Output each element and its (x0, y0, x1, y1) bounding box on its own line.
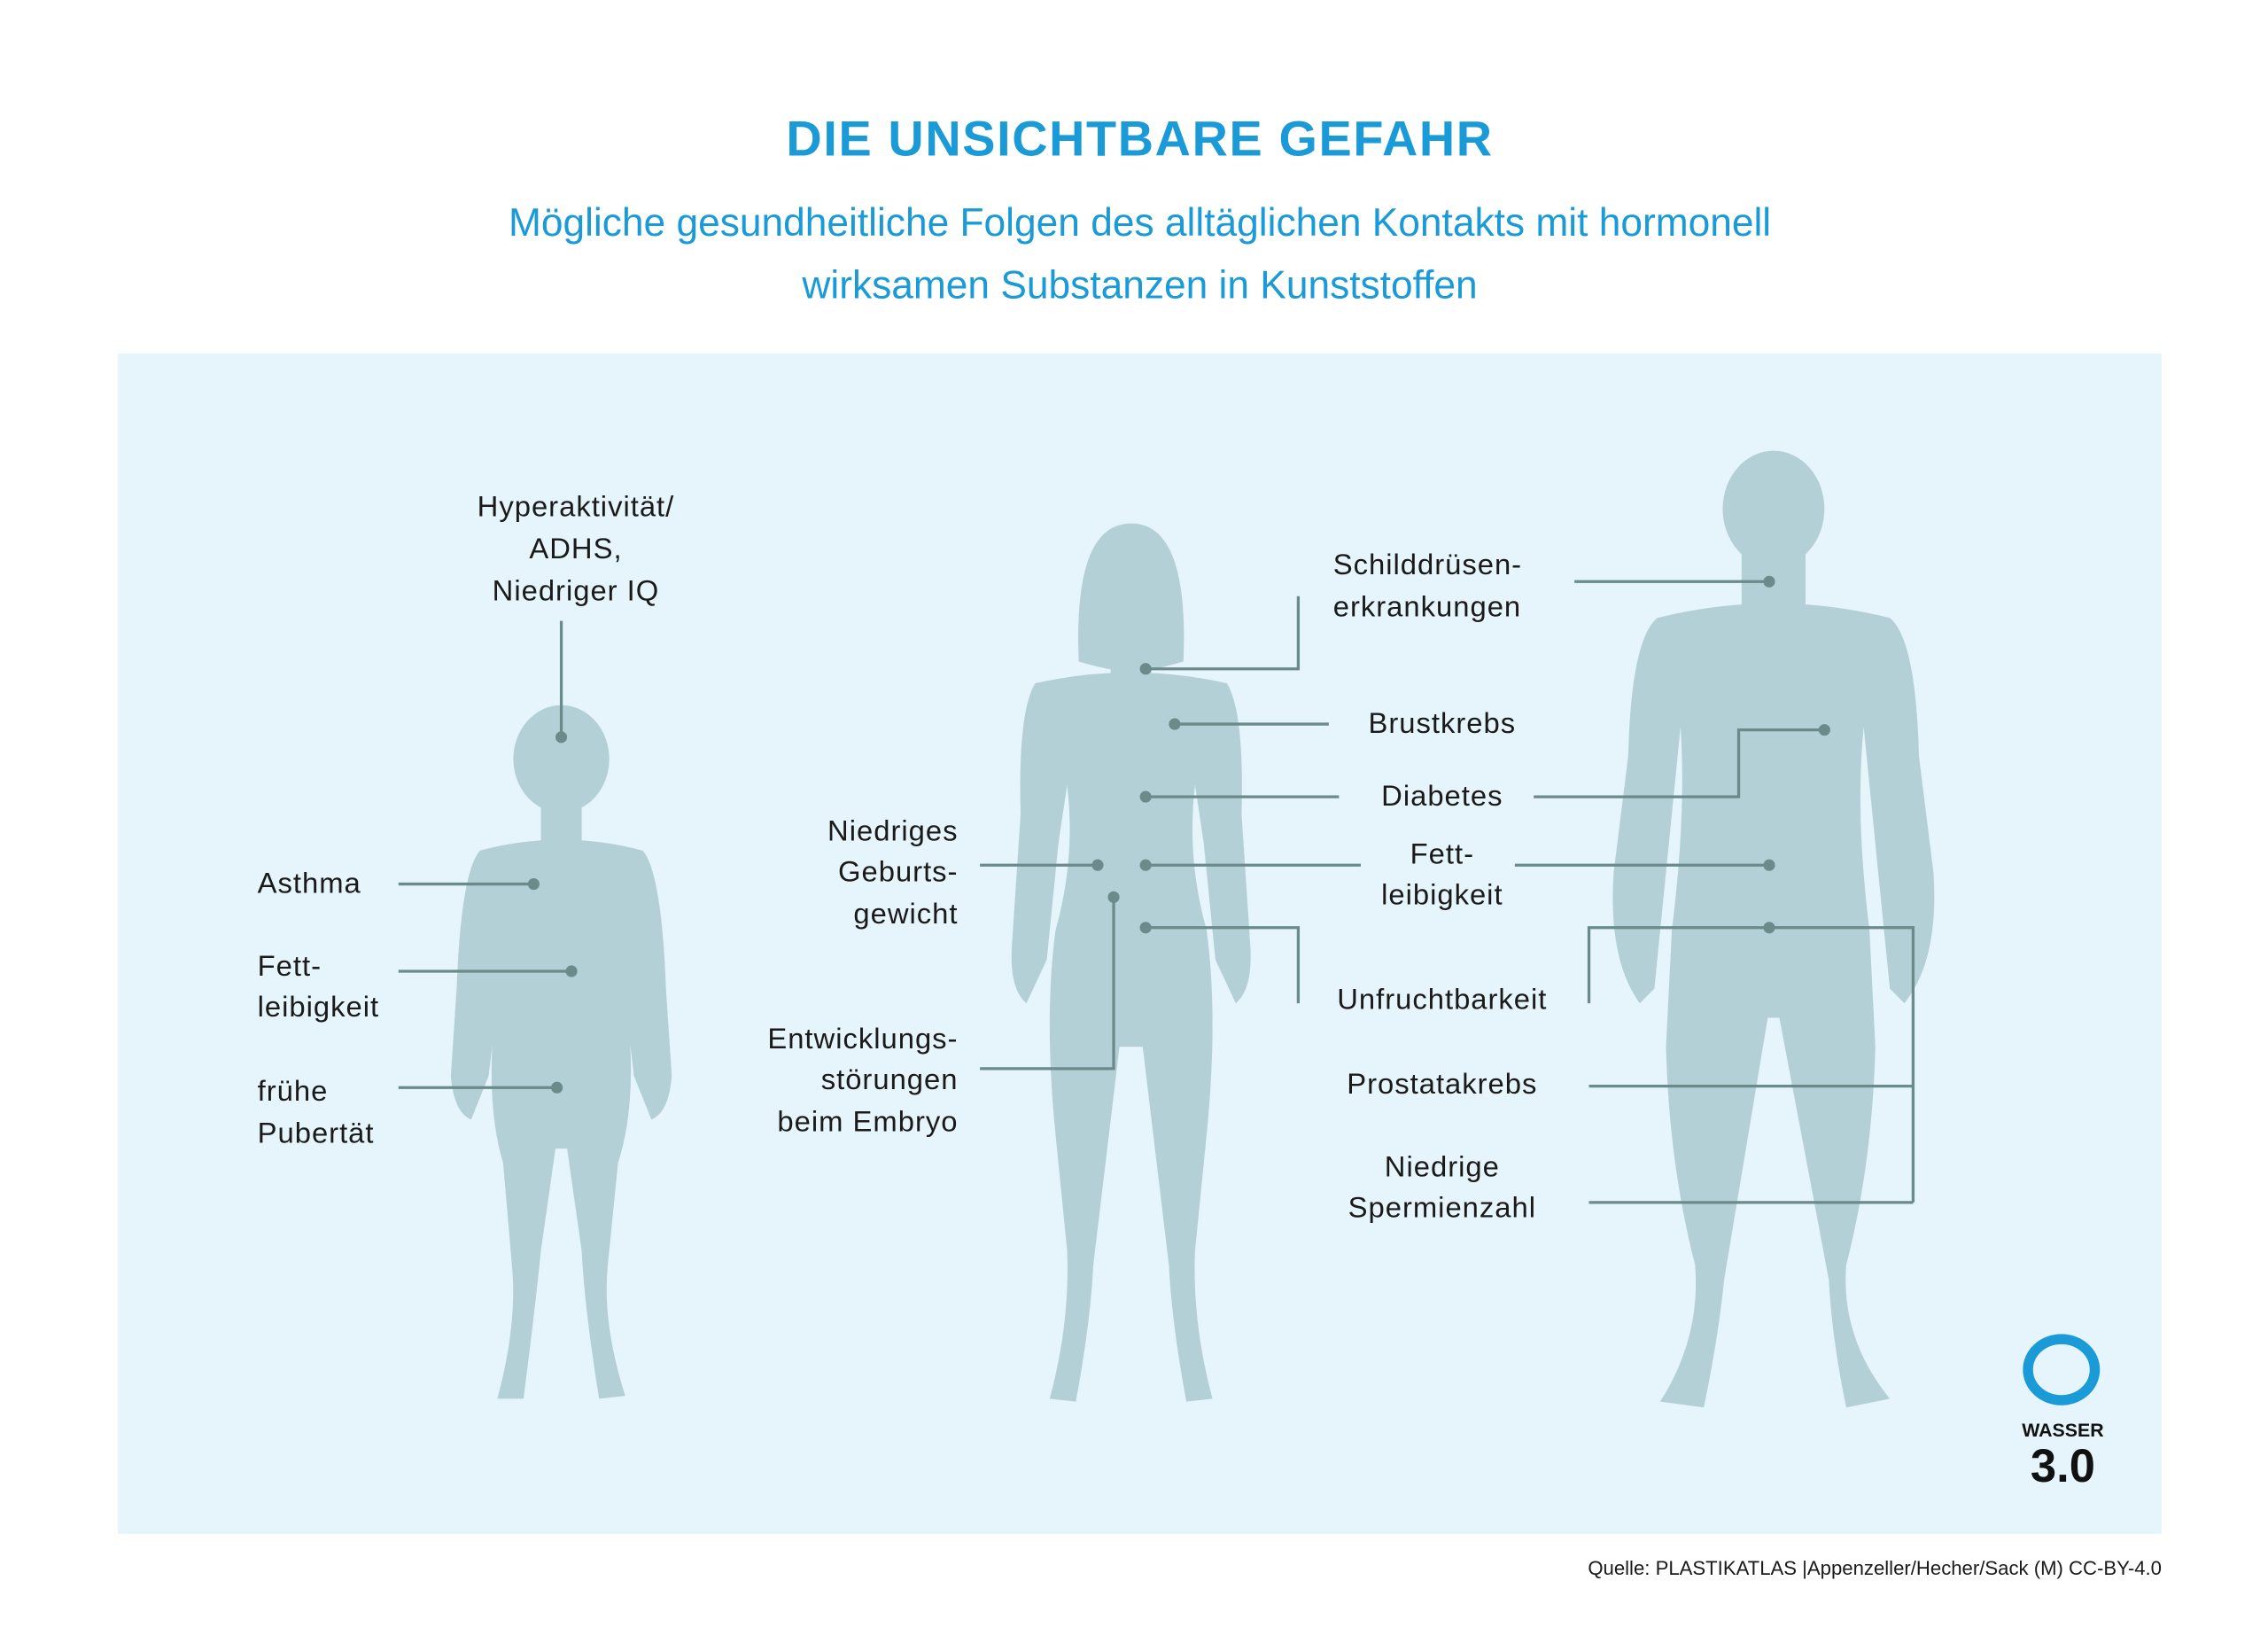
logo-name: WASSER (2022, 1420, 2104, 1442)
label-line: Pubertät (257, 1116, 375, 1149)
label-infertility: Unfruchtbarkeit (1337, 982, 1548, 1016)
label-line: Hyperaktivität/ (477, 489, 675, 523)
label-line: Niedriger IQ (492, 573, 660, 607)
label-line: Entwicklungs- (767, 1021, 959, 1055)
label-line: Fett- (1410, 837, 1475, 870)
subtitle-line-2: wirksamen Substanzen in Kunststoffen (802, 263, 1478, 308)
label-line: Niedriges (827, 814, 959, 847)
label-line: leibigkeit (257, 989, 380, 1023)
label-line: störungen (820, 1062, 959, 1095)
label-line: frühe (257, 1074, 329, 1108)
label-prostate-cancer: Prostatakrebs (1347, 1066, 1538, 1100)
label-line: ADHS, (529, 532, 623, 565)
title: DIE UNSICHTBARE GEFAHR (786, 111, 1494, 167)
source-credit: Quelle: PLASTIKATLAS |Appenzeller/Hecher/Sack (M) CC-BY-4.0 (1588, 1556, 2162, 1579)
label-line: beim Embryo (777, 1104, 959, 1138)
label-line: leibigkeit (1381, 877, 1503, 911)
label-line: Fett- (257, 948, 322, 982)
label-line: gewicht (853, 896, 959, 930)
label-line: erkrankungen (1332, 589, 1522, 623)
logo-version: 3.0 (2030, 1439, 2095, 1492)
label-line: Spermienzahl (1348, 1190, 1537, 1224)
label-line: Schilddrüsen- (1332, 548, 1523, 581)
label-line: Geburts- (838, 854, 959, 888)
subtitle-line-1: Mögliche gesundheitliche Folgen des alltäglichen Kontakts mit hormonell (508, 200, 1772, 245)
label-diabetes: Diabetes (1381, 778, 1503, 812)
label-asthma: Asthma (257, 866, 361, 899)
label-line: Niedrige (1384, 1149, 1500, 1183)
label-breast-cancer: Brustkrebs (1368, 705, 1517, 739)
